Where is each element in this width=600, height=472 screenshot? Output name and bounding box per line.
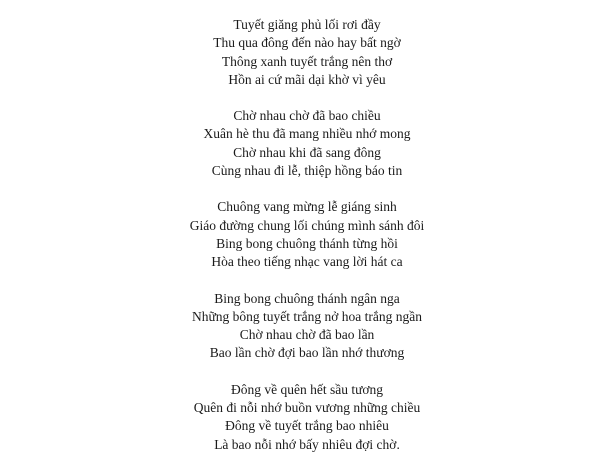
poem: [0, 16, 600, 472]
poem-line: Là bao nỗi nhớ bấy nhiêu đợi chờ.: [214, 436, 400, 452]
poem-line: Những bông tuyết trắng nở hoa trắng ngần: [191, 308, 423, 324]
poem-line: Đông về tuyết trắng bao nhiêu: [225, 418, 389, 434]
stanza-1: [0, 16, 600, 89]
poem-line: Hòa theo tiếng nhạc vang lời hát ca: [211, 254, 403, 270]
poem-line: Hồn ai cứ mãi dại khờ vì yêu: [228, 71, 386, 87]
poem-line: Thông xanh tuyết trắng nên thơ: [221, 53, 393, 69]
poem-line: Xuân hè thu đã mang nhiều nhớ mong: [203, 126, 411, 142]
poem-line: Giáo đường chung lối chúng mình sánh đôi: [189, 217, 425, 233]
poem-line: Chờ nhau chờ đã bao lần: [239, 327, 375, 343]
poem-line: Chờ nhau chờ đã bao chiều: [233, 108, 381, 124]
poem-line: Chờ nhau khi đã sang đông: [233, 144, 381, 160]
stanza-4: [0, 290, 600, 363]
poem-line: Chuông vang mừng lễ giáng sinh: [217, 199, 397, 215]
stanza-5: [0, 381, 600, 454]
stanza-2: [0, 107, 600, 180]
poem-line: Đông về quên hết sầu tương: [230, 381, 384, 397]
poem-line: Cùng nhau đi lễ, thiệp hồng báo tin: [211, 163, 403, 179]
poem-line: Bao lần chờ đợi bao lần nhớ thương: [209, 345, 405, 361]
poem-line: Thu qua đông đến nào hay bất ngờ: [213, 35, 401, 51]
stanza-3: [0, 198, 600, 271]
poem-line: Bing bong chuông thánh ngân nga: [214, 290, 400, 306]
poem-line: Quên đi nỗi nhớ buồn vương những chiều: [193, 400, 421, 416]
poem-line: Tuyết giăng phủ lối rơi đầy: [233, 17, 381, 32]
poem-line: Bing bong chuông thánh từng hồi: [216, 235, 398, 251]
